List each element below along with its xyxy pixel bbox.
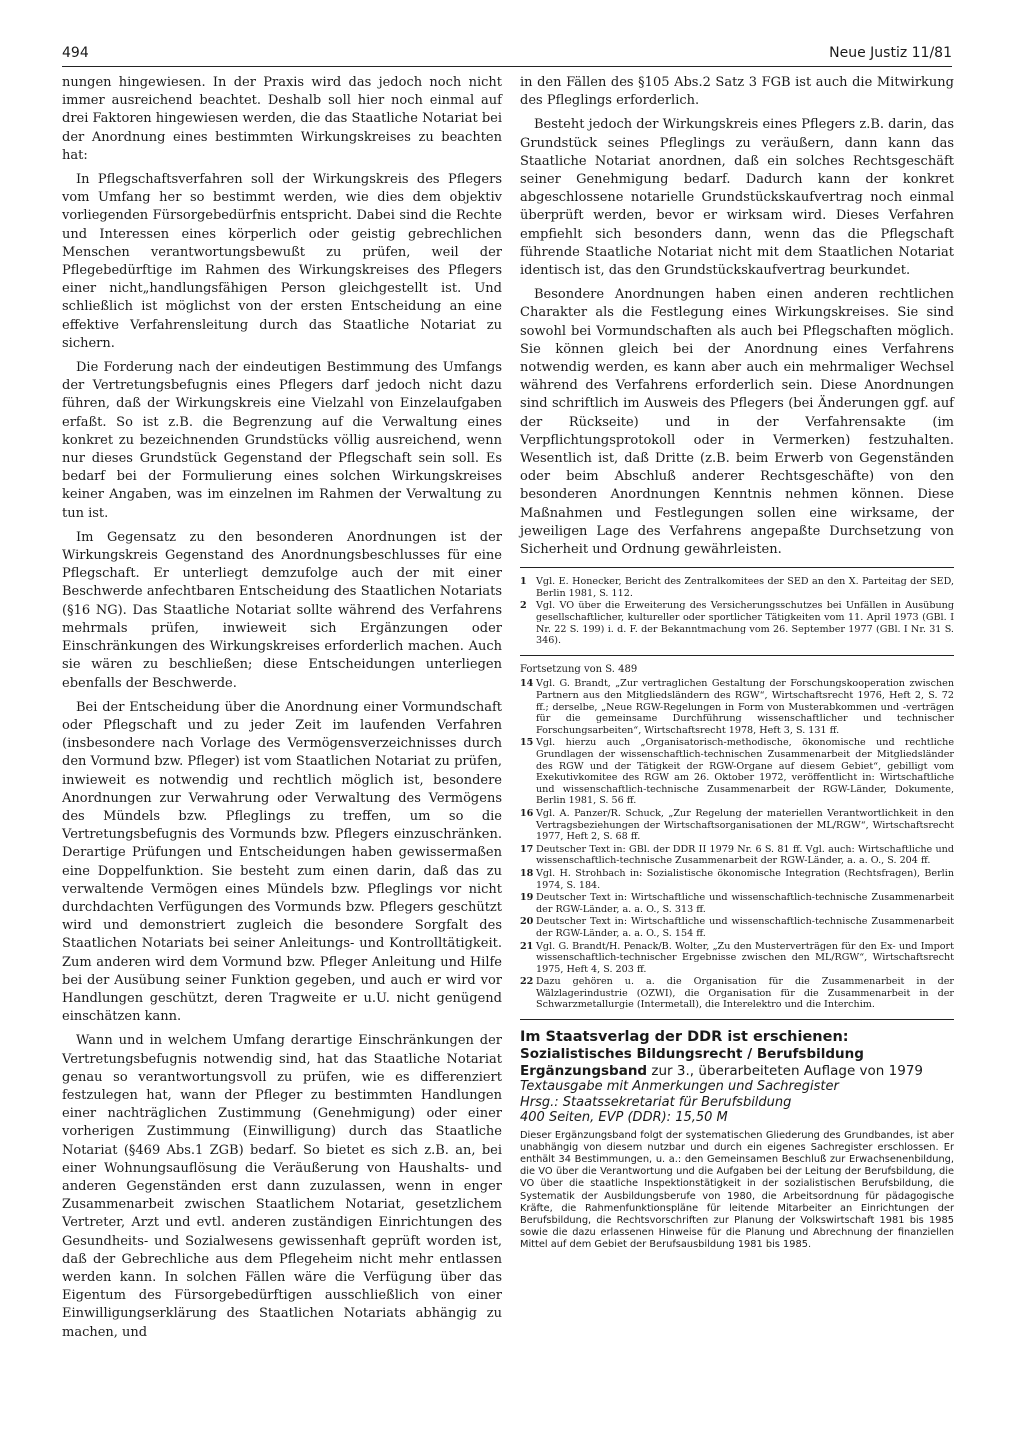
paragraph: nungen hingewiesen. In der Praxis wird das jedoch noch nicht immer ausreichend beachtet. Deshalb soll hier noch einmal auf drei Faktoren hingewiesen werden, die das Staatliche Notariat bei der Anordnung eines bestimmten Wirkungskreises zu beachten hat: [62,75,502,163]
footnote [520,844,954,867]
footnote [520,892,954,915]
footnotes [520,576,954,647]
footnote [520,976,954,1011]
left-column [62,74,502,1348]
footnote-text: Deutscher Text in: Wirtschaftliche und wissenschaftlich-technische Zusammenarbeit der RGW-Länder, a. a. O., S. 313 ff. [536,892,954,915]
paragraph: Wann und in welchem Umfang derartige Einschränkungen der Vertretungsbefugnis notwendig sind, hat das Staatliche Notariat genau so verantwortungsvoll zu prüfen, wie es differenziert festzulegen hat, wann der Pfleger zu bestimmten Handlungen einer nachträglichen Zustimmung (Genehmigung) oder einer vorherigen Zustimmung (Einwilligung) durch das Staatliche Notariat (§469 Abs.1 ZGB) bedarf. So bietet es sich z.B. an, bei einer Wohnungsauflösung die Veräußerung von Haushalts- und anderen Gegenständen erst dann zuzulassen, wenn in enger Zusammenarbeit zwischen Staatlichem Notariat, gesetzlichem Vertreter, Arzt und evtl. anderen zuständigen Einrichtungen des Gesundheits- und Sozialwesens gewissenhaft geprüft worden ist, daß der Gebrechliche aus dem Pflegeheim nicht mehr entlassen werden kann. In solchen Fällen wäre die Verfügung über das Eigentum des Fürsorgebedürftigen ausschließlich von einer Einwilligungserklärung des Staatlichen Notariats abhängig zu machen, und [62,1033,502,1340]
advert-price: 400 Seiten, EVP (DDR): 15,50 M [520,1110,728,1126]
paragraph: Die Forderung nach der eindeutigen Bestimmung des Umfangs der Vertretungsbefugnis eines Pflegers darf jedoch nicht dazu führen, daß der Wirkungskreis eine Vielzahl von Einzelaufgaben erfaßt. So ist z.B. die Begrenzung auf die Verwaltung eines konkret zu bezeichnenden Grundstücks völlig ausreichend, wenn nur dieses Grundstück Gegenstand der Pflegschaft sein soll. Es bedarf bei der Formulierung eines solchen Wirkungskreises keiner Angaben, was im einzelnen im Rahmen der Verwaltung zu tun ist. [62,360,502,521]
advert-edition [520,1063,954,1080]
footnote-number: 19 [520,892,534,904]
advert-divider [520,1019,954,1020]
advert-editor: Hrsg.: Staatssekretariat für Berufsbildung [520,1094,792,1110]
footnote [520,737,954,807]
paragraph: Bei der Entscheidung über die Anordnung einer Vormundschaft oder Pflegschaft und zu jeder Zeit im laufenden Verfahren (insbesondere nach Vorlage des Vermögensverzeichnisses durch den Vormund bzw. Pfleger) ist vom Staatlichen Notariat zu prüfen, inwieweit es notwendig und rechtlich möglich ist, besondere Anordnungen zur Verwahrung oder Verwaltung des Vermögens des Mündels bzw. Pfleglings zu treffen, um so die Vertretungsbefugnis des Vormunds bzw. Pflegers einzuschränken. Derartige Prüfungen und Entscheidungen haben gewissermaßen eine Doppelfunktion. Sie besteht zum einen darin, daß das zu verwaltende Vermögen eines Mündels bzw. Pfleglings vor nicht durchdachten Verfügungen des Vormunds bzw. Pflegers geschützt wird und demonstriert zugleich die besondere Sorgfalt des Staatlichen Notariats bei seiner Anleitungs- und Kontrolltätigkeit. Zum anderen wird dem Vormund bzw. Pfleger Anleitung und Hilfe bei der Ausübung seiner Funktion gegeben, und auch er wird vor Handlungen geschützt, deren Tragweite er u.U. nicht genügend einschätzen kann. [62,699,502,1025]
footnote-number: 20 [520,916,534,928]
advert-details: Textausgabe mit Anmerkungen und Sachregister [520,1079,839,1095]
advert-description: Dieser Ergänzungsband folgt der systematischen Gliederung des Grundbandes, ist aber unabhängig von diesem nutzbar und durch ein eigenes Sachregister erschlossen. Er enthält 34 Bestimmungen, u. a.: den Gemeinsamen Beschluß zur Erwachsenenbildung, die VO über die Verantwortung und die Aufgaben bei der Leitung der Berufsbildung, die VO über die staatliche Inspektionstätigkeit in der sozialistischen Berufsbildung, die Systematik der Ausbildungsberufe von 1980, die Arbeitsordnung für pädagogische Kräfte, die Rahmenfunktionspläne für leitende Mitarbeiter an Einrichtungen der Berufsbildung, die Rechtsvorschriften zur Planung der Volkswirtschaft 1981 bis 1985 sowie die dazu erlassenen Hinweise für die Planung und Abrechnung der finanziellen Mittel auf dem Gebiet der Berufsausbildung 1981 bis 1985. [520,1129,954,1251]
paragraph: Besteht jedoch der Wirkungskreis eines Pflegers z.B. darin, das Grundstück seines Pfleglings zu veräußern, dann kann das Staatliche Notariat anordnen, daß ein solches Rechtsgeschäft seiner Genehmigung bedarf. Dadurch kann der konkret abgeschlossene notarielle Grundstückskaufvertrag noch einmal überprüft werden, bevor er wirksam wird. Dieses Verfahren empfiehlt sich besonders dann, wenn das die Pflegschaft führende Staatliche Notariat nicht mit dem Staatlichen Notariat identisch ist, das den Grundstückskaufvertrag beurkundet. [520,117,954,279]
footnote-text: Vgl. E. Honecker, Bericht des Zentralkomitees der SED an den X. Parteitag der SED, Berlin 1981, S. 112. [536,576,954,599]
book-advert [520,1028,954,1252]
advert-subtitle: Sozialistisches Bildungsrecht / Berufsbildung [520,1046,864,1063]
page-number: 494 [62,45,89,61]
right-column-body [520,74,954,559]
continued-footnotes [520,664,954,1011]
footnote [520,941,954,976]
advert-title: Im Staatsverlag der DDR ist erschienen: [520,1029,849,1046]
footnote [520,868,954,891]
footnote-text: Deutscher Text in: Wirtschaftliche und wissenschaftlich-technische Zusammenarbeit der RGW-Länder, a. a. O., S. 154 ff. [536,916,954,939]
paragraph: Besondere Anordnungen haben einen anderen rechtlichen Charakter als die Festlegung eines Wirkungskreises. Sie sind sowohl bei Vormundschaften als auch bei Pflegschaften möglich. Sie können gleich bei der Anordnung eines Verfahrens notwendig werden, es kann aber auch ein mehrmaliger Wechsel während des Verfahrens erforderlich sein. Diese Anordnungen sind schriftlich im Ausweis des Pflegers (bei Änderungen ggf. auf der Rückseite) und in der Verfahrensakte (im Verpflichtungsprotokoll oder in Vermerken) festzuhalten. Wesentlich ist, daß Dritte (z.B. beim Erwerb von Gegenständen oder beim Abschluß anderer Rechtsgeschäfte) von den besonderen Anordnungen Kenntnis nehmen können. Diese Maßnahmen und Festlegungen sollen eine wirksame, der jeweiligen Lage des Verfahrens angepaßte Durchsetzung von Sicherheit und Ordnung gewährleisten. [520,287,954,558]
footnote [520,916,954,939]
continuation-label: Fortsetzung von S. 489 [520,663,638,675]
footnote-number: 17 [520,843,534,855]
footnote-text: Vgl. G. Brandt/H. Penack/B. Wolter, „Zu den Musterverträgen für den Ex- und Import wissenschaftlich-technischer Ergebnisse zwischen den ML/RGW“, Wirtschaftsrecht 1975, Heft 4, S. 203 ff. [536,940,954,975]
right-column [520,74,954,1252]
continuation-divider [520,655,954,656]
footnote-text: Dazu gehören u. a. die Organisation für die Zusammenarbeit in der Wälzlagerindustrie (OZWI), die Organisation für die Zusammenarbeit in der Schwarzmetallurgie (Intermetall), die Interelektro und die Interchim. [536,976,954,1011]
footnote [520,600,954,646]
footnote-text: Deutscher Text in: GBl. der DDR II 1979 Nr. 6 S. 81 ff. Vgl. auch: Wirtschaftliche und wissenschaftlich-technische Zusammenarbeit der RGW-Länder, a. a. O., S. 204 ff. [536,843,954,867]
footnote-text: Vgl. H. Strohbach in: Sozialistische ökonomische Integration (Rechtsfragen), Berlin 1974, S. 184. [536,867,954,891]
footnote-text: Vgl. G. Brandt, „Zur vertraglichen Gestaltung der Forschungskooperation zwischen Partnern aus den Mitgliedsländern des RGW“, Wirtschaftsrecht 1976, Heft 2, S. 72 ff.; derselbe, „Neue RGW-Regelungen in Form von Musterabkommen und -verträgen für die gemeinsame Durchführung wissenschaftlicher und technischer Forschungsarbeiten“, Wirtschaftsrecht 1978, Heft 3, S. 131 ff. [536,678,954,736]
advert-edition-rest: zur 3., überarbeiteten Auflage von 1979 [647,1062,923,1079]
footnote-number: 14 [520,678,534,690]
footnote-number: 16 [520,807,534,819]
paragraph: In Pflegschaftsverfahren soll der Wirkungskreis des Pflegers vom Umfang her so bestimmt werden, wie dies dem objektiv vorliegenden Fürsorgebedürfnis entspricht. Dabei sind die Rechte und Interessen eines körperlich oder geistig gebrechlichen Menschen verantwortungsbewußt zu prüfen, weil der Pflegebedürftige im Rahmen des Wirkungskreises des Pflegers einer nicht„handlungsfähigen Person gleichgestellt ist. Und schließlich ist möglichst von der ersten Entscheidung an eine effektive Verfahrensleitung durch das Staatliche Notariat zu sichern. [62,172,502,351]
page-header [62,44,952,67]
footnote [520,678,954,736]
footnote-number: 21 [520,940,534,952]
footnote [520,808,954,843]
paragraph: in den Fällen des §105 Abs.2 Satz 3 FGB ist auch die Mitwirkung des Pfleglings erforderlich. [520,75,954,109]
footnote-divider [520,567,954,568]
footnote-text: Vgl. hierzu auch „Organisatorisch-methodische, ökonomische und rechtliche Grundlagen der wissenschaftlich-technischen Zusammenarbeit der Mitgliedsländer des RGW und der Tätigkeit der RGW-Organe auf diesem Gebiet“, gebilligt vom Exekutivkomitee des RGW am 26. Oktober 1972, veröffentlicht in: Wirtschaftliche und wissenschaftlich-technische Zusammenarbeit der RGW-Länder, Dokumente, Berlin 1981, S. 56 ff. [536,737,954,807]
footnote-number: 15 [520,737,534,749]
paragraph: Im Gegensatz zu den besonderen Anordnungen ist der Wirkungskreis Gegenstand des Anordnungsbeschlusses für eine Pflegschaft. Er unterliegt demzufolge auch der mit einer Beschwerde anfechtbaren Entscheidung des Staatlichen Notariats (§16 NG). Das Staatliche Notariat sollte während des Verfahrens mehrmals prüfen, inwieweit sich Ergänzungen oder Einschränkungen des Wirkungskreises erforderlich machen. Auch sie wären zu beschließen; diese Entscheidungen unterliegen ebenfalls der Beschwerde. [62,529,502,691]
footnote [520,576,954,599]
footnote-number: 18 [520,867,534,879]
footnote-text: Vgl. VO über die Erweiterung des Versicherungsschutzes bei Unfällen in Ausübung gesellschaftlicher, kultureller oder sportlicher Tätigkeiten vom 11. April 1973 (GBl. I Nr. 22 S. 199) i. d. F. der Bekanntmachung vom 26. September 1977 (GBl. I Nr. 31 S. 346). [536,600,954,647]
journal-issue: Neue Justiz 11/81 [829,45,952,61]
advert-edition-bold: Ergänzungsband [520,1062,648,1079]
footnote-number: 2 [520,600,527,612]
footnote-number: 22 [520,976,534,988]
footnote-number: 1 [520,576,527,588]
footnote-text: Vgl. A. Panzer/R. Schuck, „Zur Regelung der materiellen Verantwortlichkeit in den Vertragsbeziehungen der Wirtschaftsorganisationen der ML/RGW“, Wirtschaftsrecht 1977, Heft 2, S. 68 ff. [536,807,954,843]
